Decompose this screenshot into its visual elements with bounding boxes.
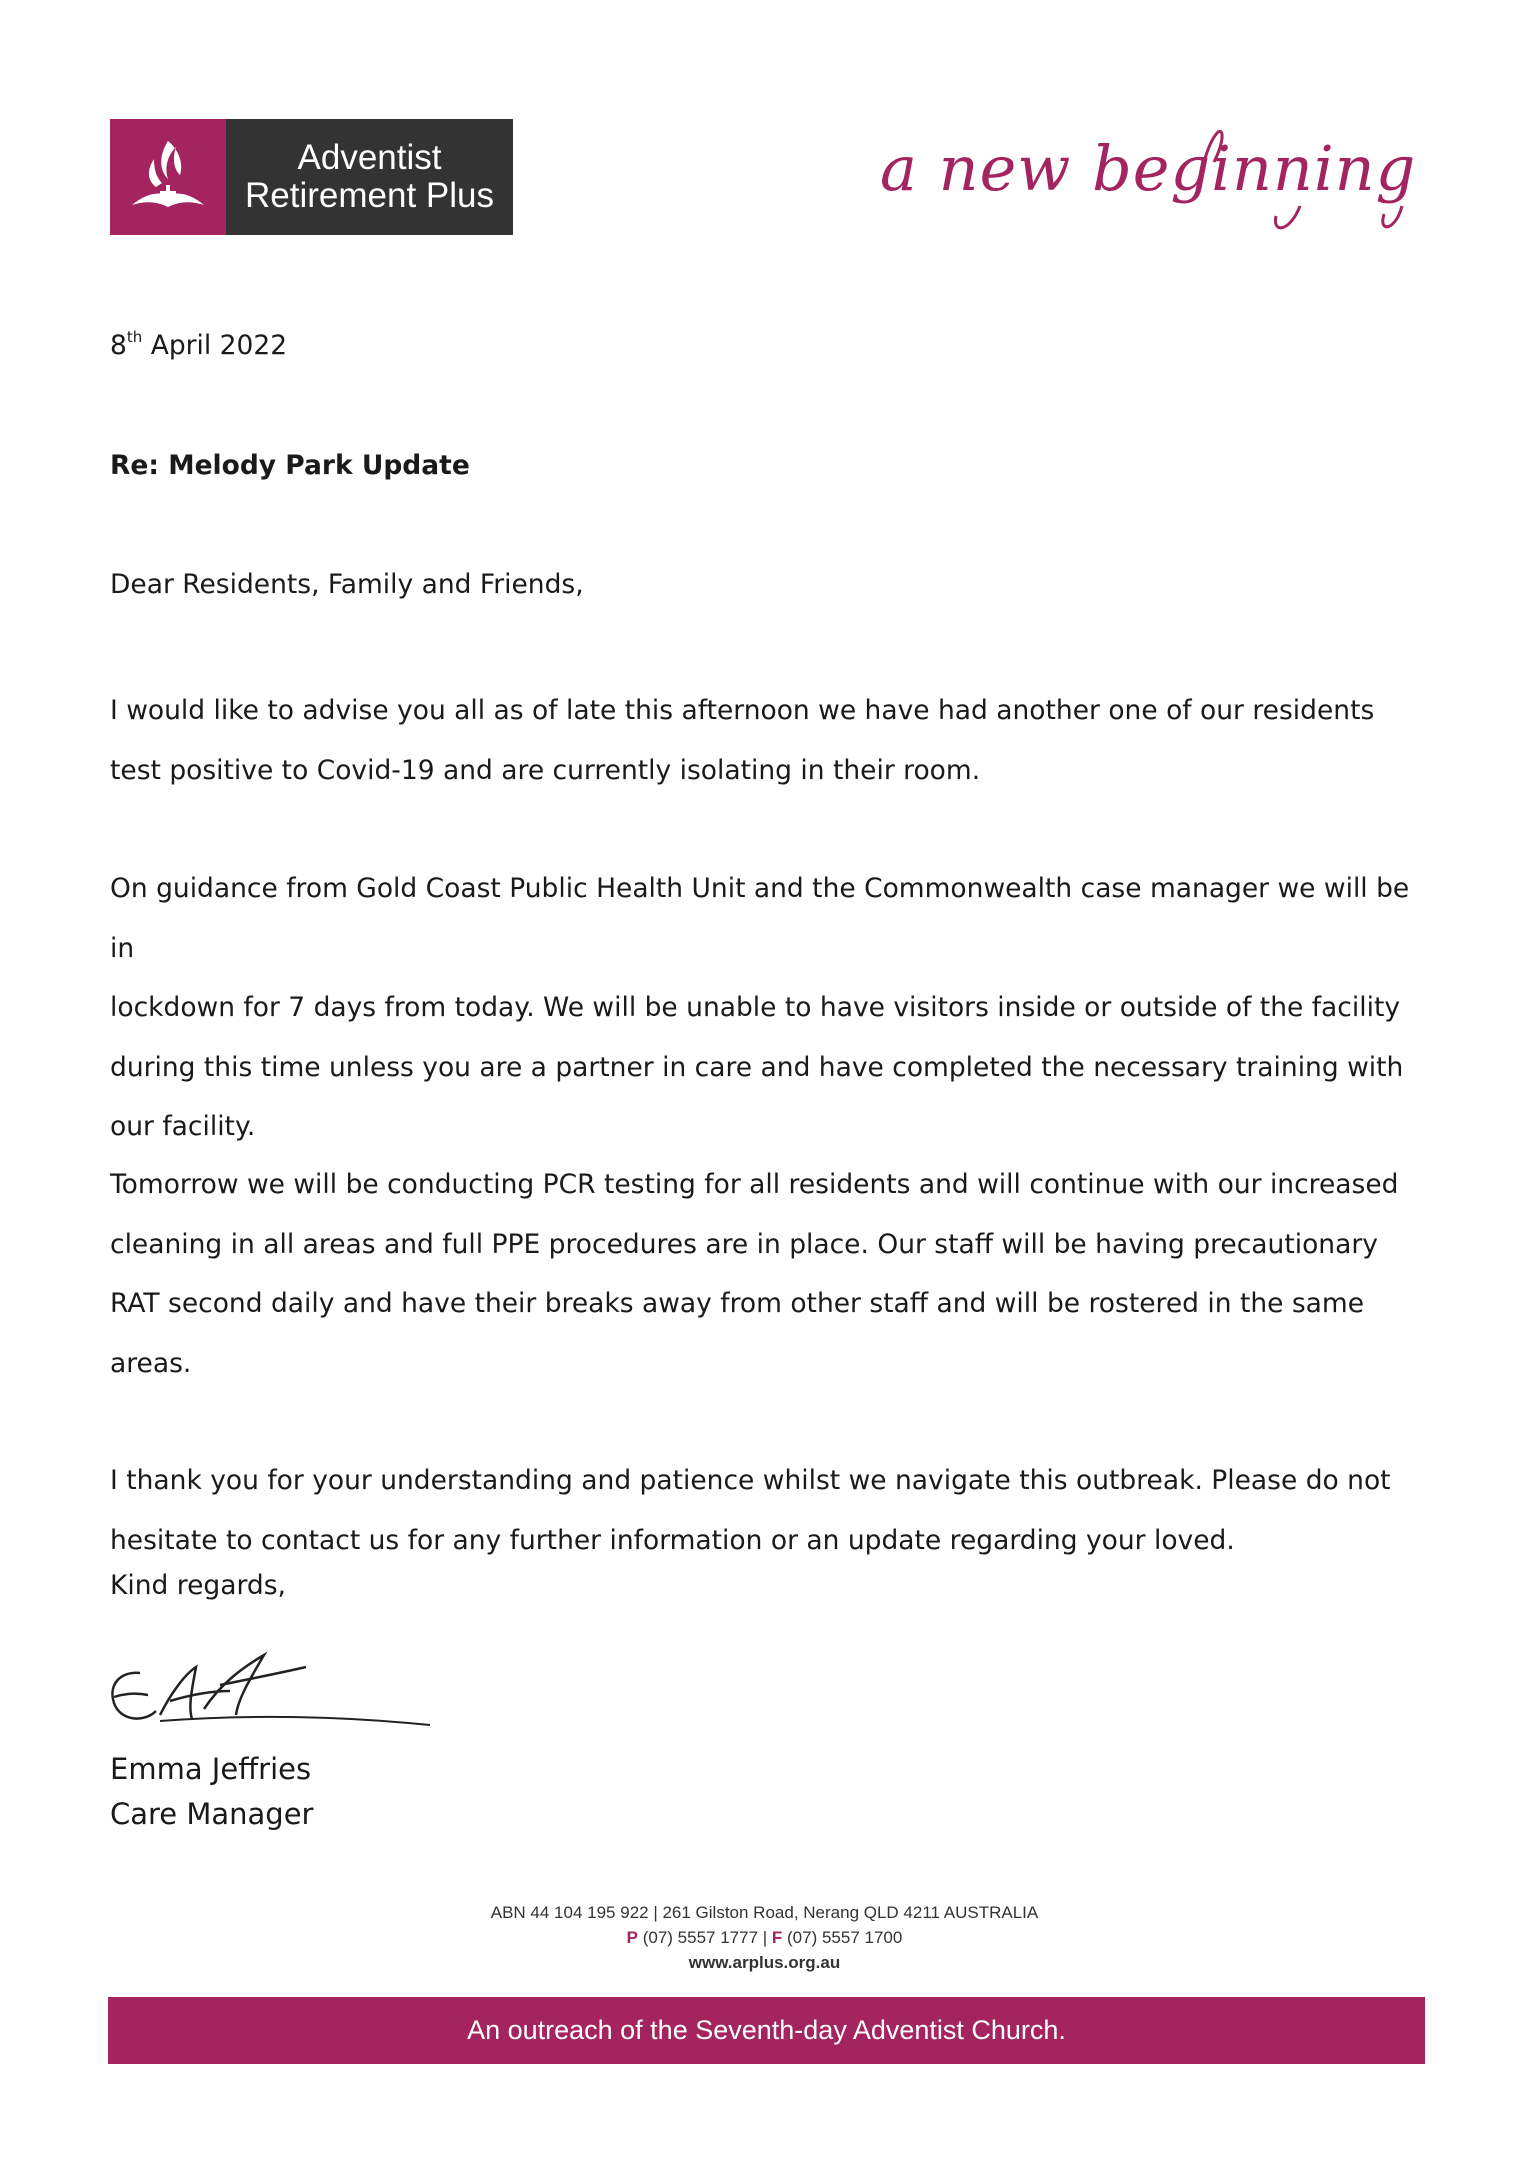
footer-address: ABN 44 104 195 922 | 261 Gilston Road, Nerang QLD 4211 AUSTRALIA	[490, 1903, 1039, 1922]
letter-date	[110, 328, 1430, 361]
footer-website[interactable]: www.arplus.org.au	[688, 1953, 841, 1972]
logo-line-2: Retirement Plus	[245, 176, 494, 215]
paragraph-line: Tomorrow we will be conducting PCR testing for all residents and will continue with our increased	[110, 1169, 1399, 1200]
paragraph-line: I would like to advise you all as of late this afternoon we have had another one of our residents	[110, 695, 1375, 726]
paragraph-1	[110, 681, 1430, 800]
logo-wordmark	[226, 119, 513, 235]
paragraph-2	[110, 859, 1430, 1157]
paragraph-line: I thank you for your understanding and patience whilst we navigate this outbreak. Please do not	[110, 1465, 1391, 1496]
paragraph-3	[110, 1155, 1430, 1393]
signature-icon	[100, 1645, 440, 1745]
date-month-year: April 2022	[142, 330, 288, 361]
paragraph-line: RAT second daily and have their breaks away from other staff and will be rostered in the same	[110, 1288, 1365, 1319]
letter-subject: Re: Melody Park Update	[110, 450, 470, 481]
paragraph-line: areas.	[110, 1347, 192, 1379]
fax-number: (07) 5557 1700	[782, 1928, 903, 1947]
paragraph-line: lockdown for 7 days from today. We will be unable to have visitors inside or outside of the facility	[110, 992, 1401, 1023]
paragraph-4	[110, 1451, 1430, 1570]
letter-closing: Kind regards,	[110, 1570, 286, 1601]
paragraph-line: On guidance from Gold Coast Public Health Unit and the Commonwealth case manager we will be in	[110, 873, 1410, 964]
fax-label: F	[771, 1928, 783, 1947]
paragraph-line: test positive to Covid-19 and are currently isolating in their room.	[110, 754, 981, 786]
paragraph-line: hesitate to contact us for any further information or an update regarding your loved.	[110, 1524, 1235, 1556]
logo	[110, 119, 513, 235]
signer-name: Emma Jeffries	[110, 1752, 312, 1786]
paragraph-line: our facility.	[110, 1111, 256, 1142]
paragraph-line: cleaning in all areas and full PPE procedures are in place. Our staff will be having precautionary	[110, 1228, 1378, 1260]
footer-contact	[0, 1928, 1529, 1948]
church-flame-icon	[110, 119, 226, 235]
footer-band-text: An outreach of the Seventh-day Adventist Church.	[467, 2015, 1066, 2045]
paragraph-line: during this time unless you are a partner in care and have completed the necessary training with	[110, 1051, 1404, 1083]
phone-label: P	[626, 1928, 638, 1947]
date-suffix: th	[126, 328, 143, 346]
phone-number: (07) 5557 1777 |	[638, 1928, 772, 1947]
footer-band	[108, 1997, 1425, 2064]
logo-line-1: Adventist	[297, 138, 442, 177]
tagline	[880, 122, 1420, 237]
date-day: 8	[110, 330, 127, 361]
letter-salutation: Dear Residents, Family and Friends,	[110, 569, 584, 600]
signer-title: Care Manager	[110, 1797, 314, 1831]
tagline-text: a new beginning	[880, 132, 1417, 205]
